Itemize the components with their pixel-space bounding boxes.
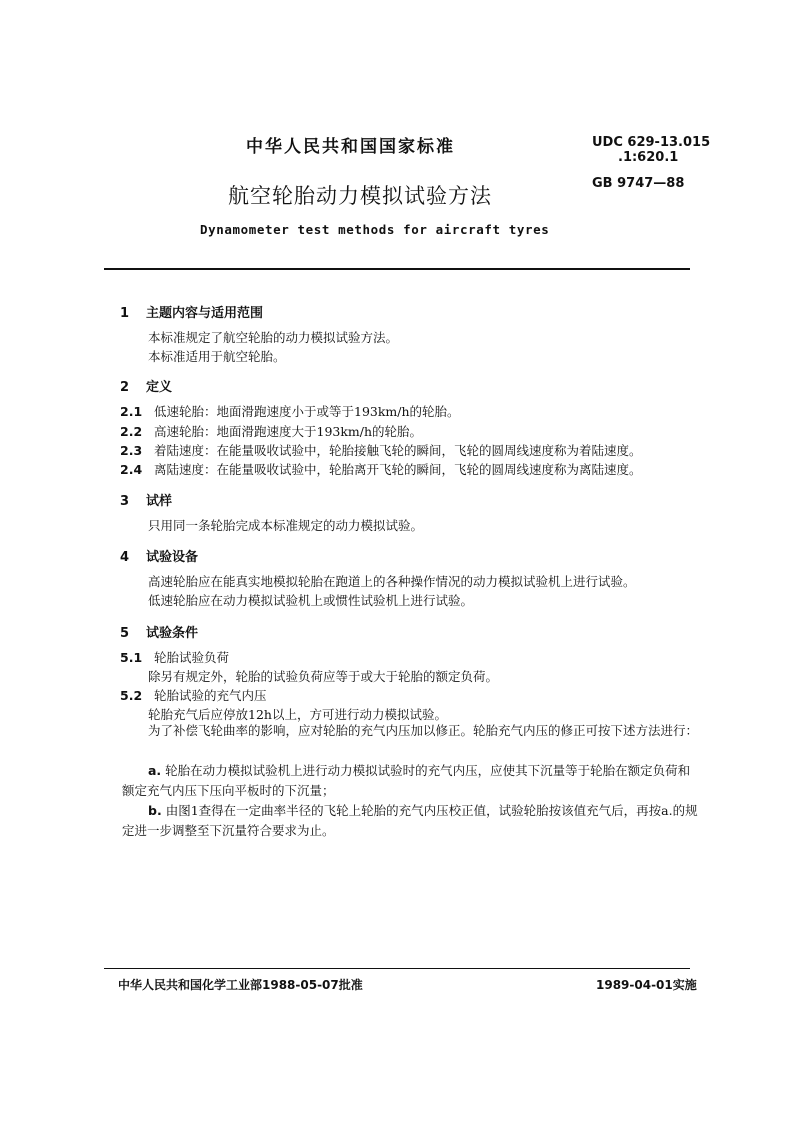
title-english: Dynamometer test methods for aircraft tyres	[200, 222, 550, 237]
section-2-heading	[120, 376, 172, 395]
subsection-5-2-paragraph-1: 轮胎充气后应停放12h以上，方可进行动力模拟试验。	[148, 707, 447, 722]
definition-item	[120, 460, 642, 478]
section-number: 2	[120, 380, 130, 395]
header-divider	[104, 268, 690, 270]
section-title: 定义	[146, 380, 173, 395]
section-5-heading	[120, 622, 198, 641]
subsection-title: 轮胎试验的充气内压	[154, 688, 267, 703]
item-text: 由图1查得在一定曲率半径的飞轮上轮胎的充气内压校正值，试验轮胎按该值充气后，再按a.的规定进一步调整至下沉量符合要求为止。	[122, 803, 698, 838]
section-number: 1	[120, 306, 130, 321]
section-1-paragraph-1: 本标准规定了航空轮胎的动力模拟试验方法。	[148, 330, 399, 345]
section-number: 3	[120, 494, 130, 509]
subsection-number: 5.2	[120, 688, 143, 703]
section-1-heading	[120, 302, 263, 321]
section-title: 试样	[146, 494, 173, 509]
item-text: 着陆速度：在能量吸收试验中，轮胎接触飞轮的瞬间，飞轮的圆周线速度称为着陆速度。	[154, 443, 642, 458]
item-number: 2.3	[120, 443, 143, 458]
section-number: 4	[120, 550, 130, 565]
subsection-5-1-heading	[120, 648, 229, 666]
definition-item	[120, 441, 642, 459]
item-number: 2.2	[120, 424, 143, 439]
section-4-heading	[120, 546, 198, 565]
section-3-heading	[120, 490, 172, 509]
udc-code	[592, 135, 710, 165]
item-text: 轮胎在动力模拟试验机上进行动力模拟试验时的充气内压，应使其下沉量等于轮胎在额定负荷和额定充气内压下压向平板时的下沉量；	[122, 763, 691, 798]
effective-date: 1989-04-01实施	[596, 978, 697, 992]
section-number: 5	[120, 626, 130, 641]
paragraph-text: 为了补偿飞轮曲率的影响，应对轮胎的充气内压加以修正。轮胎充气内压的修正可按下述方法进行：	[148, 723, 699, 738]
gb-number: GB 9747—88	[592, 176, 685, 191]
udc-line-2: .1:620.1	[618, 150, 679, 165]
item-number: 2.1	[120, 404, 143, 419]
definition-item	[120, 422, 422, 440]
section-3-paragraph-1: 只用同一条轮胎完成本标准规定的动力模拟试验。	[148, 518, 424, 533]
item-text: 低速轮胎：地面滑跑速度小于或等于193km/h的轮胎。	[154, 404, 460, 419]
subsection-title: 轮胎试验负荷	[154, 650, 230, 665]
title-chinese: 航空轮胎动力模拟试验方法	[228, 184, 492, 208]
item-label: b.	[148, 803, 162, 818]
section-title: 主题内容与适用范围	[146, 306, 264, 321]
item-text: 高速轮胎：地面滑跑速度大于193km/h的轮胎。	[154, 424, 423, 439]
definition-item	[120, 402, 460, 420]
method-item-a	[122, 761, 700, 801]
item-number: 2.4	[120, 462, 143, 477]
approval-line: 中华人民共和国化学工业部1988-05-07批准	[118, 978, 363, 992]
subsection-5-2-paragraph-2	[122, 721, 700, 741]
udc-line-1: UDC 629-13.015	[592, 135, 711, 150]
section-1-paragraph-2: 本标准适用于航空轮胎。	[148, 349, 286, 364]
method-item-b	[122, 801, 700, 841]
subsection-5-2-heading	[120, 686, 267, 704]
subsection-5-1-paragraph: 除另有规定外，轮胎的试验负荷应等于或大于轮胎的额定负荷。	[148, 669, 499, 684]
section-4-paragraph-2: 低速轮胎应在动力模拟试验机上或惯性试验机上进行试验。	[148, 593, 474, 608]
section-title: 试验设备	[146, 550, 199, 565]
footer-divider	[104, 968, 690, 969]
section-4-paragraph-1: 高速轮胎应在能真实地模拟轮胎在跑道上的各种操作情况的动力模拟试验机上进行试验。	[148, 574, 636, 589]
section-title: 试验条件	[146, 626, 199, 641]
standard-name: 中华人民共和国国家标准	[246, 137, 455, 157]
subsection-number: 5.1	[120, 650, 143, 665]
item-label: a.	[148, 763, 162, 778]
item-text: 离陆速度：在能量吸收试验中，轮胎离开飞轮的瞬间，飞轮的圆周线速度称为离陆速度。	[154, 462, 642, 477]
